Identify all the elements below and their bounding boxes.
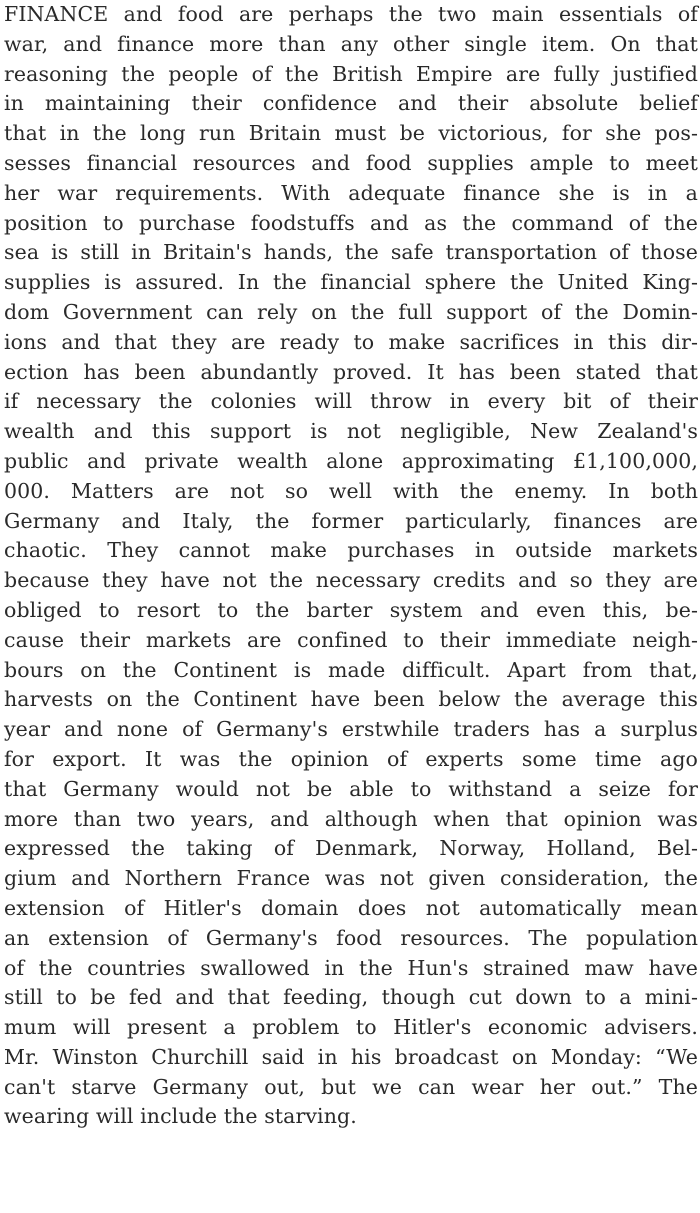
text-line: sesses financial resources and food supplies ample to meet — [4, 150, 698, 175]
text-line: more than two years, and although when that opinion was — [4, 806, 698, 831]
text-line: that Germany would not be able to withstand a seize for — [4, 776, 698, 801]
text-line: cause their markets are confined to their immediate neigh- — [4, 627, 698, 652]
text-line: obliged to resort to the barter system and even this, be- — [4, 597, 698, 622]
text-line: of the countries swallowed in the Hun's strained maw have — [4, 955, 698, 980]
text-line: 000. Matters are not so well with the enemy. In both — [4, 478, 698, 503]
text-line: reasoning the people of the British Empire are fully justified — [4, 61, 698, 86]
text-line: extension of Hitler's domain does not automatically mean — [4, 895, 698, 920]
text-line: harvests on the Continent have been below the average this — [4, 687, 698, 712]
text-line: expressed the taking of Denmark, Norway, Holland, Bel- — [4, 836, 698, 861]
text-line: position to purchase foodstuffs and as the command of the — [4, 210, 698, 235]
text-line: her war requirements. With adequate finance she is in a — [4, 180, 698, 205]
text-line: can't starve Germany out, but we can wear her out.” The — [4, 1074, 698, 1099]
text-line: if necessary the colonies will throw in every bit of their — [4, 389, 698, 414]
text-line: chaotic. They cannot make purchases in outside markets — [4, 538, 698, 563]
text-line: an extension of Germany's food resources. The population — [4, 925, 698, 950]
text-line: wealth and this support is not negligible, New Zealand's — [4, 419, 698, 444]
text-line: FINANCE and food are perhaps the two main essentials of — [4, 2, 698, 26]
text-line: in maintaining their confidence and their absolute belief — [4, 91, 698, 116]
text-line: for export. It was the opinion of experts some time ago — [4, 746, 698, 771]
text-line: year and none of Germany's erstwhile traders has a surplus — [4, 717, 698, 742]
text-line: because they have not the necessary credits and so they are — [4, 568, 698, 593]
text-line: gium and Northern France was not given consideration, the — [4, 866, 698, 891]
text-line: ions and that they are ready to make sacrifices in this dir- — [4, 329, 698, 354]
text-line: Mr. Winston Churchill said in his broadcast on Monday: “We — [4, 1044, 698, 1069]
text-line: supplies is assured. In the financial sphere the United King- — [4, 270, 698, 295]
article-body — [4, 0, 698, 1132]
text-line: mum will present a problem to Hitler's economic advisers. — [4, 1015, 698, 1040]
text-line: dom Government can rely on the full support of the Domin- — [4, 299, 698, 324]
text-line: still to be fed and that feeding, though cut down to a mini- — [4, 985, 698, 1010]
text-line: that in the long run Britain must be victorious, for she pos- — [4, 121, 698, 146]
text-line: ection has been abundantly proved. It has been stated that — [4, 359, 698, 384]
text-line: bours on the Continent is made difficult. Apart from that, — [4, 657, 698, 682]
text-line: public and private wealth alone approximating £1,100,000, — [4, 448, 698, 473]
text-line: Germany and Italy, the former particularly, finances are — [4, 508, 698, 533]
text-line: war, and finance more than any other single item. On that — [4, 31, 698, 56]
text-line: wearing will include the starving. — [4, 1104, 357, 1129]
text-line: sea is still in Britain's hands, the safe transportation of those — [4, 240, 698, 265]
